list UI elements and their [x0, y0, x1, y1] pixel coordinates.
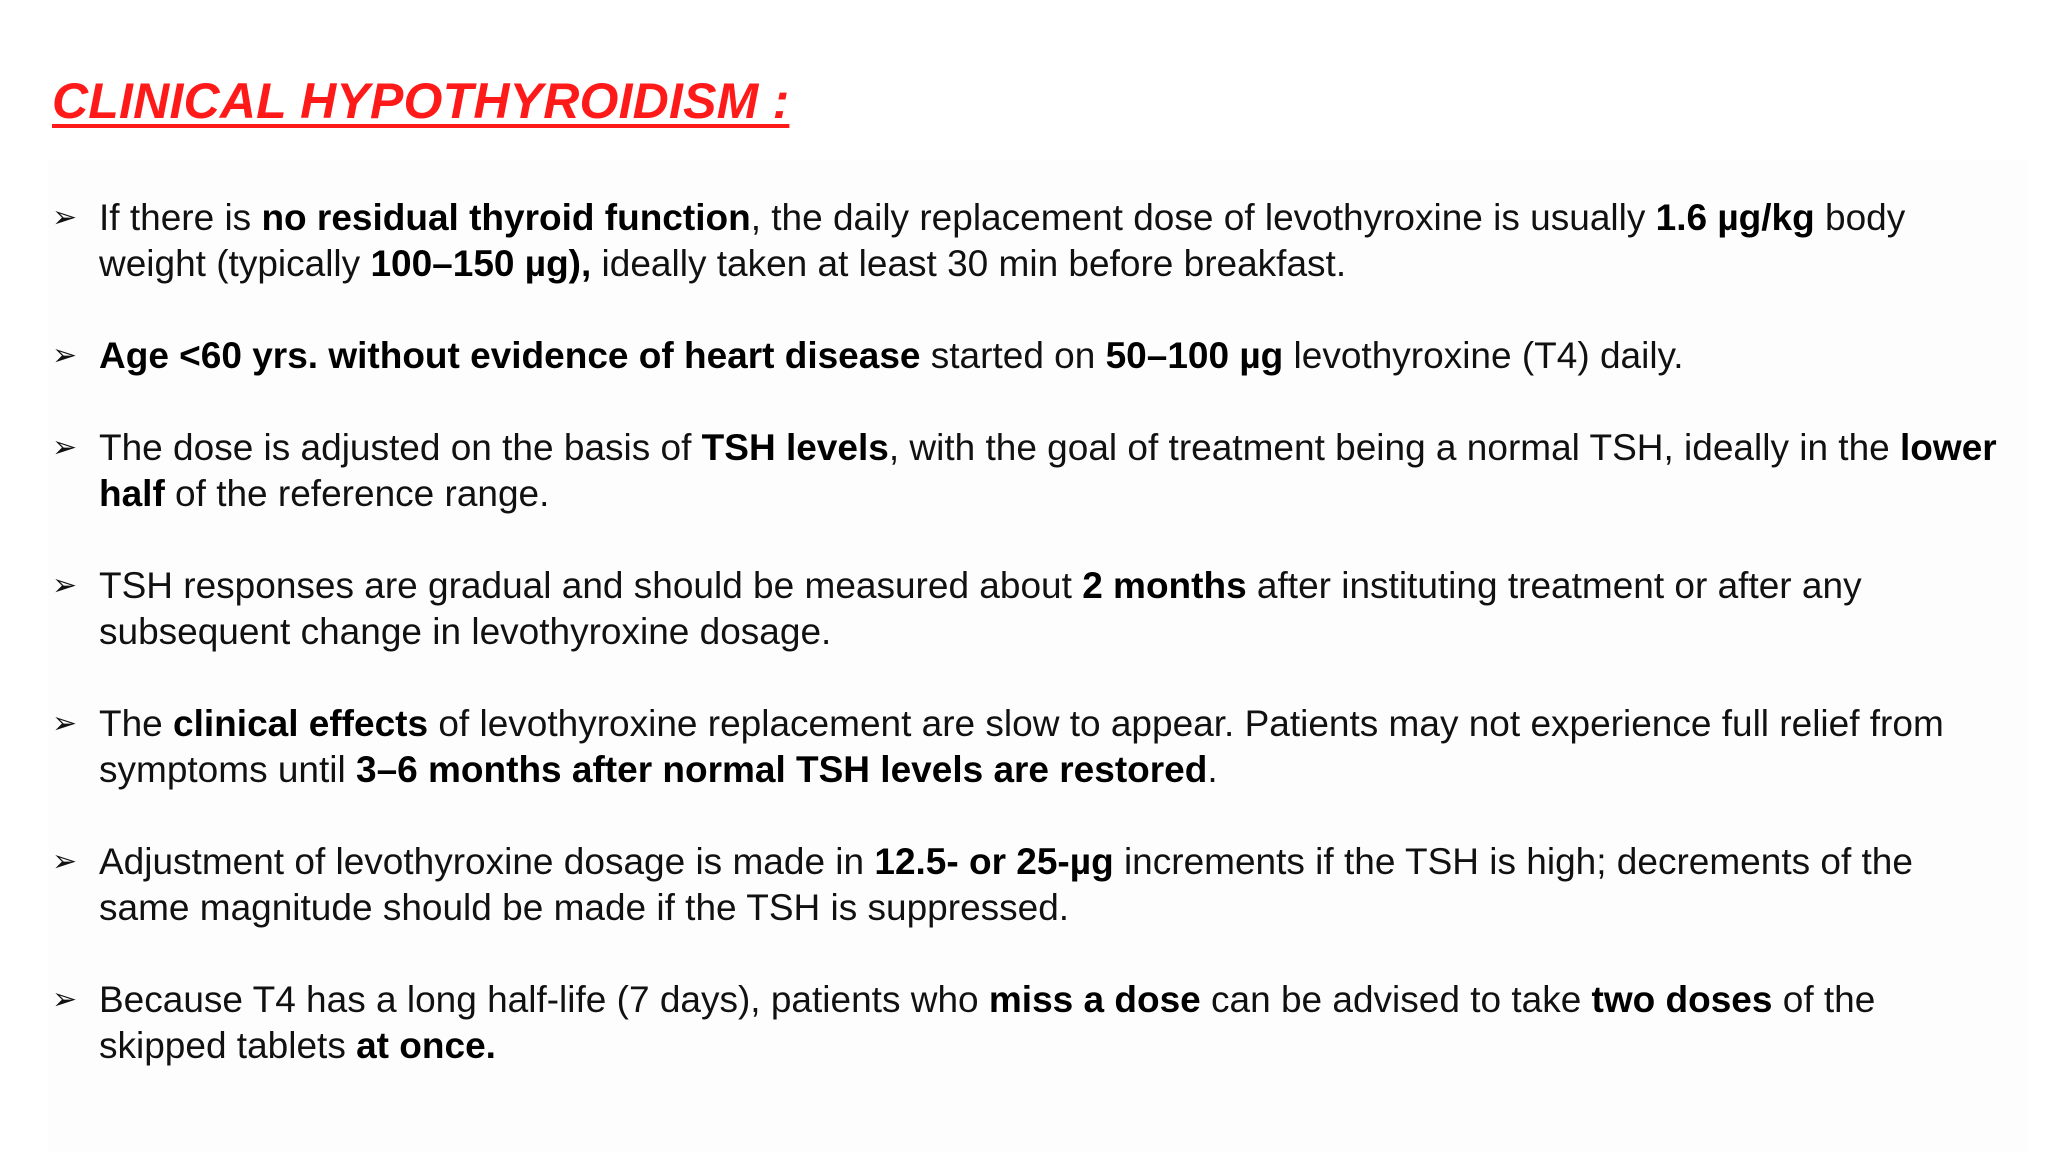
slide-title: CLINICAL HYPOTHYROIDISM :	[52, 73, 790, 129]
text-run: , with the goal of treatment being a normal TSH, ideally in the	[888, 427, 1901, 468]
text-run: If there is	[99, 197, 262, 238]
bold-phrase: at once.	[356, 1025, 496, 1066]
text-run: after instituting treatment or after any subsequent change in levothyroxine dosage.	[99, 565, 1862, 652]
bold-phrase: Age <60 yrs. without evidence of heart disease	[99, 335, 921, 376]
text-run: of levothyroxine replacement are slow to appear. Patients may not experience full relief from symptoms until	[99, 703, 1944, 790]
arrowhead-bullet-icon: ➢	[52, 983, 78, 1016]
text-run: can be advised to take	[1200, 979, 1592, 1020]
bullet-item	[52, 425, 2002, 517]
bullet-text	[99, 979, 1875, 1066]
arrowhead-bullet-icon: ➢	[52, 339, 78, 372]
bullet-item	[52, 839, 2002, 931]
text-run: TSH responses are gradual and should be measured about	[99, 565, 1083, 606]
arrowhead-bullet-icon: ➢	[52, 201, 78, 234]
text-run: body weight (typically	[99, 197, 1906, 284]
bold-phrase: 2 months	[1082, 565, 1247, 606]
bullet-item	[52, 333, 2002, 379]
bold-phrase: TSH levels	[701, 427, 889, 468]
bold-phrase: 12.5- or 25-µg	[874, 841, 1114, 882]
text-run: of the reference range.	[164, 473, 550, 514]
text-run: The dose is adjusted on the basis of	[99, 427, 702, 468]
bullet-text	[99, 197, 1905, 284]
arrowhead-bullet-icon: ➢	[52, 431, 78, 464]
bold-phrase: 1.6 µg/kg	[1655, 197, 1815, 238]
text-run: The	[99, 703, 174, 744]
bold-phrase: 3–6 months after normal TSH levels are restored	[356, 749, 1208, 790]
text-run: , the daily replacement dose of levothyroxine is usually	[750, 197, 1656, 238]
bold-phrase: clinical effects	[173, 703, 429, 744]
bold-phrase: miss a dose	[988, 979, 1201, 1020]
bold-phrase: no residual thyroid function	[261, 197, 751, 238]
bullet-item	[52, 977, 2002, 1069]
text-run: increments if the TSH is high; decrements of the same magnitude should be made if the TSH is suppressed.	[99, 841, 1913, 928]
text-run: Because T4 has a long half-life (7 days), patients who	[99, 979, 989, 1020]
bullet-text	[99, 703, 1944, 790]
bullet-text	[99, 841, 1913, 928]
arrowhead-bullet-icon: ➢	[52, 569, 78, 602]
arrowhead-bullet-icon: ➢	[52, 707, 78, 740]
bullet-item	[52, 195, 2002, 287]
bullet-text	[99, 427, 1997, 514]
bold-phrase: lower half	[99, 427, 1997, 514]
bold-phrase: 50–100 µg	[1105, 335, 1284, 376]
text-run: of the skipped tablets	[99, 979, 1876, 1066]
text-run: .	[1207, 749, 1218, 790]
text-run: started on	[920, 335, 1106, 376]
bullet-list	[52, 195, 2002, 1115]
bullet-item	[52, 563, 2002, 655]
bold-phrase: two doses	[1591, 979, 1773, 1020]
bold-phrase: 100–150 µg),	[370, 243, 592, 284]
bullet-item	[52, 701, 2002, 793]
arrowhead-bullet-icon: ➢	[52, 845, 78, 878]
bullet-text	[99, 335, 1684, 376]
text-run: levothyroxine (T4) daily.	[1283, 335, 1684, 376]
text-run: ideally taken at least 30 min before breakfast.	[591, 243, 1347, 284]
bullet-text	[99, 565, 1862, 652]
text-run: Adjustment of levothyroxine dosage is made in	[99, 841, 875, 882]
